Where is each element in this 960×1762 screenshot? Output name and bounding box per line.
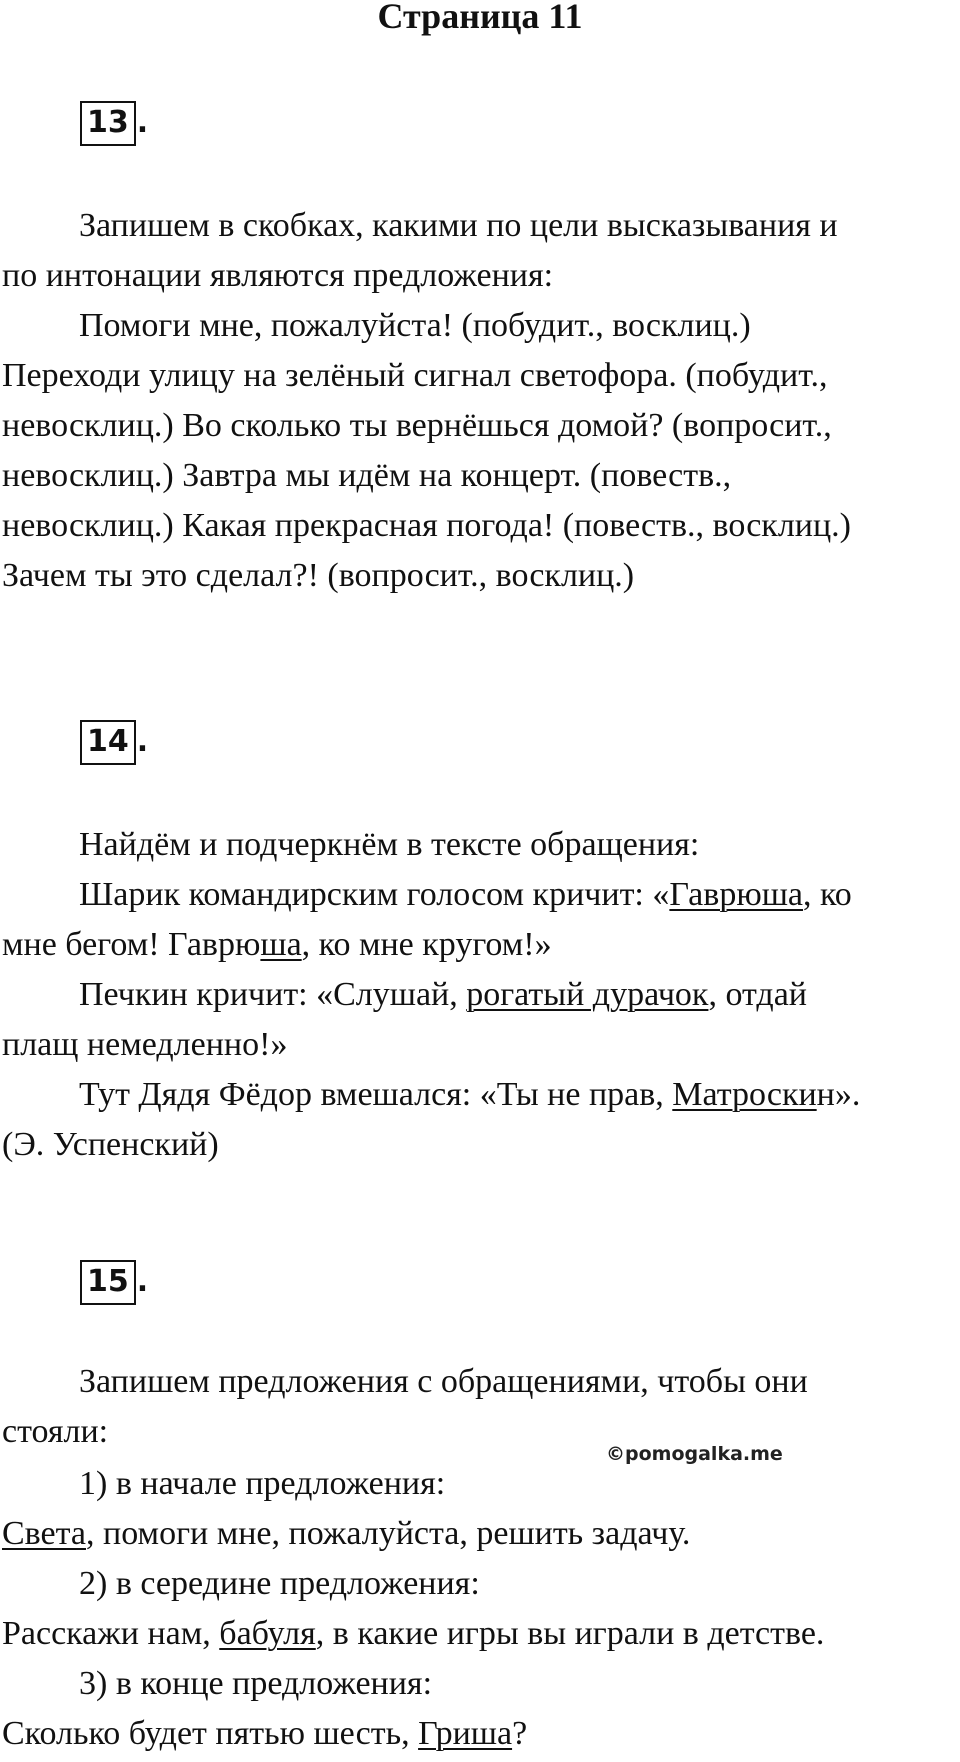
task-15-line-3: 1) в начале предложения: — [79, 1465, 446, 1502]
task-14-line-3: мне бегом! Гаврюша, ко мне кругом!» — [2, 926, 552, 963]
task-14-number: 14 . — [80, 720, 148, 765]
page-title: Страница 11 — [377, 0, 583, 36]
task-number-box: 15 — [80, 1260, 136, 1305]
task-13-line-3: Помоги мне, пожалуйста! (побудит., восклиц.) — [79, 307, 751, 344]
task-14-author: (Э. Успенский) — [2, 1126, 219, 1163]
task-13-line-6: невосклиц.) Завтра мы идём на концерт. (повеств., — [2, 457, 732, 494]
task-15-line-8: Сколько будет пятью шесть, Гриша? — [2, 1715, 528, 1752]
task-15-line-2: стояли: — [2, 1413, 109, 1450]
task-number-box: 14 — [80, 720, 136, 765]
task-13-line-8: Зачем ты это сделал?! (вопросит., восклиц.) — [2, 557, 635, 594]
task-13-number: 13 . — [80, 101, 148, 146]
task-14-line-4: Печкин кричит: «Слушай, рогатый дурачок, отдай — [79, 976, 807, 1013]
underlined-address: ша — [260, 926, 302, 963]
task-15-line-7: 3) в конце предложения: — [79, 1665, 433, 1702]
underlined-address: Света — [2, 1515, 86, 1552]
underlined-address: бабуля — [219, 1615, 316, 1652]
task-13-line-5: невосклиц.) Во сколько ты вернёшься домой? (вопросит., — [2, 407, 832, 444]
task-14-line-5: плащ немедленно!» — [2, 1026, 288, 1063]
underlined-address: рогатый дурачок — [466, 976, 709, 1013]
task-13-line-1: Запишем в скобках, какими по цели высказывания и — [79, 207, 838, 244]
task-15-number: 15 . — [80, 1260, 148, 1305]
task-15-line-4: Света, помоги мне, пожалуйста, решить задачу. — [2, 1515, 691, 1552]
task-15-line-1: Запишем предложения с обращениями, чтобы они — [79, 1363, 808, 1400]
task-14-line-6: Тут Дядя Фёдор вмешался: «Ты не прав, Матроскин». — [79, 1076, 861, 1113]
task-13-line-4: Переходи улицу на зелёный сигнал светофора. (побудит., — [2, 357, 828, 394]
underlined-address: Гриша — [418, 1715, 513, 1752]
task-14-intro: Найдём и подчеркнём в тексте обращения: — [79, 826, 700, 863]
task-15-line-5: 2) в середине предложения: — [79, 1565, 480, 1602]
task-13-line-2: по интонации являются предложения: — [2, 257, 554, 294]
task-15-line-6: Расскажи нам, бабуля, в какие игры вы играли в детстве. — [2, 1615, 825, 1652]
underlined-address: Матроски — [672, 1076, 817, 1113]
underlined-address: Гаврюша — [669, 876, 804, 913]
task-number-box: 13 — [80, 101, 136, 146]
task-14-line-2: Шарик командирским голосом кричит: «Гаврюша, ко — [79, 876, 852, 913]
watermark: ©pomogalka.me — [606, 1443, 783, 1465]
task-13-line-7: невосклиц.) Какая прекрасная погода! (повеств., восклиц.) — [2, 507, 852, 544]
